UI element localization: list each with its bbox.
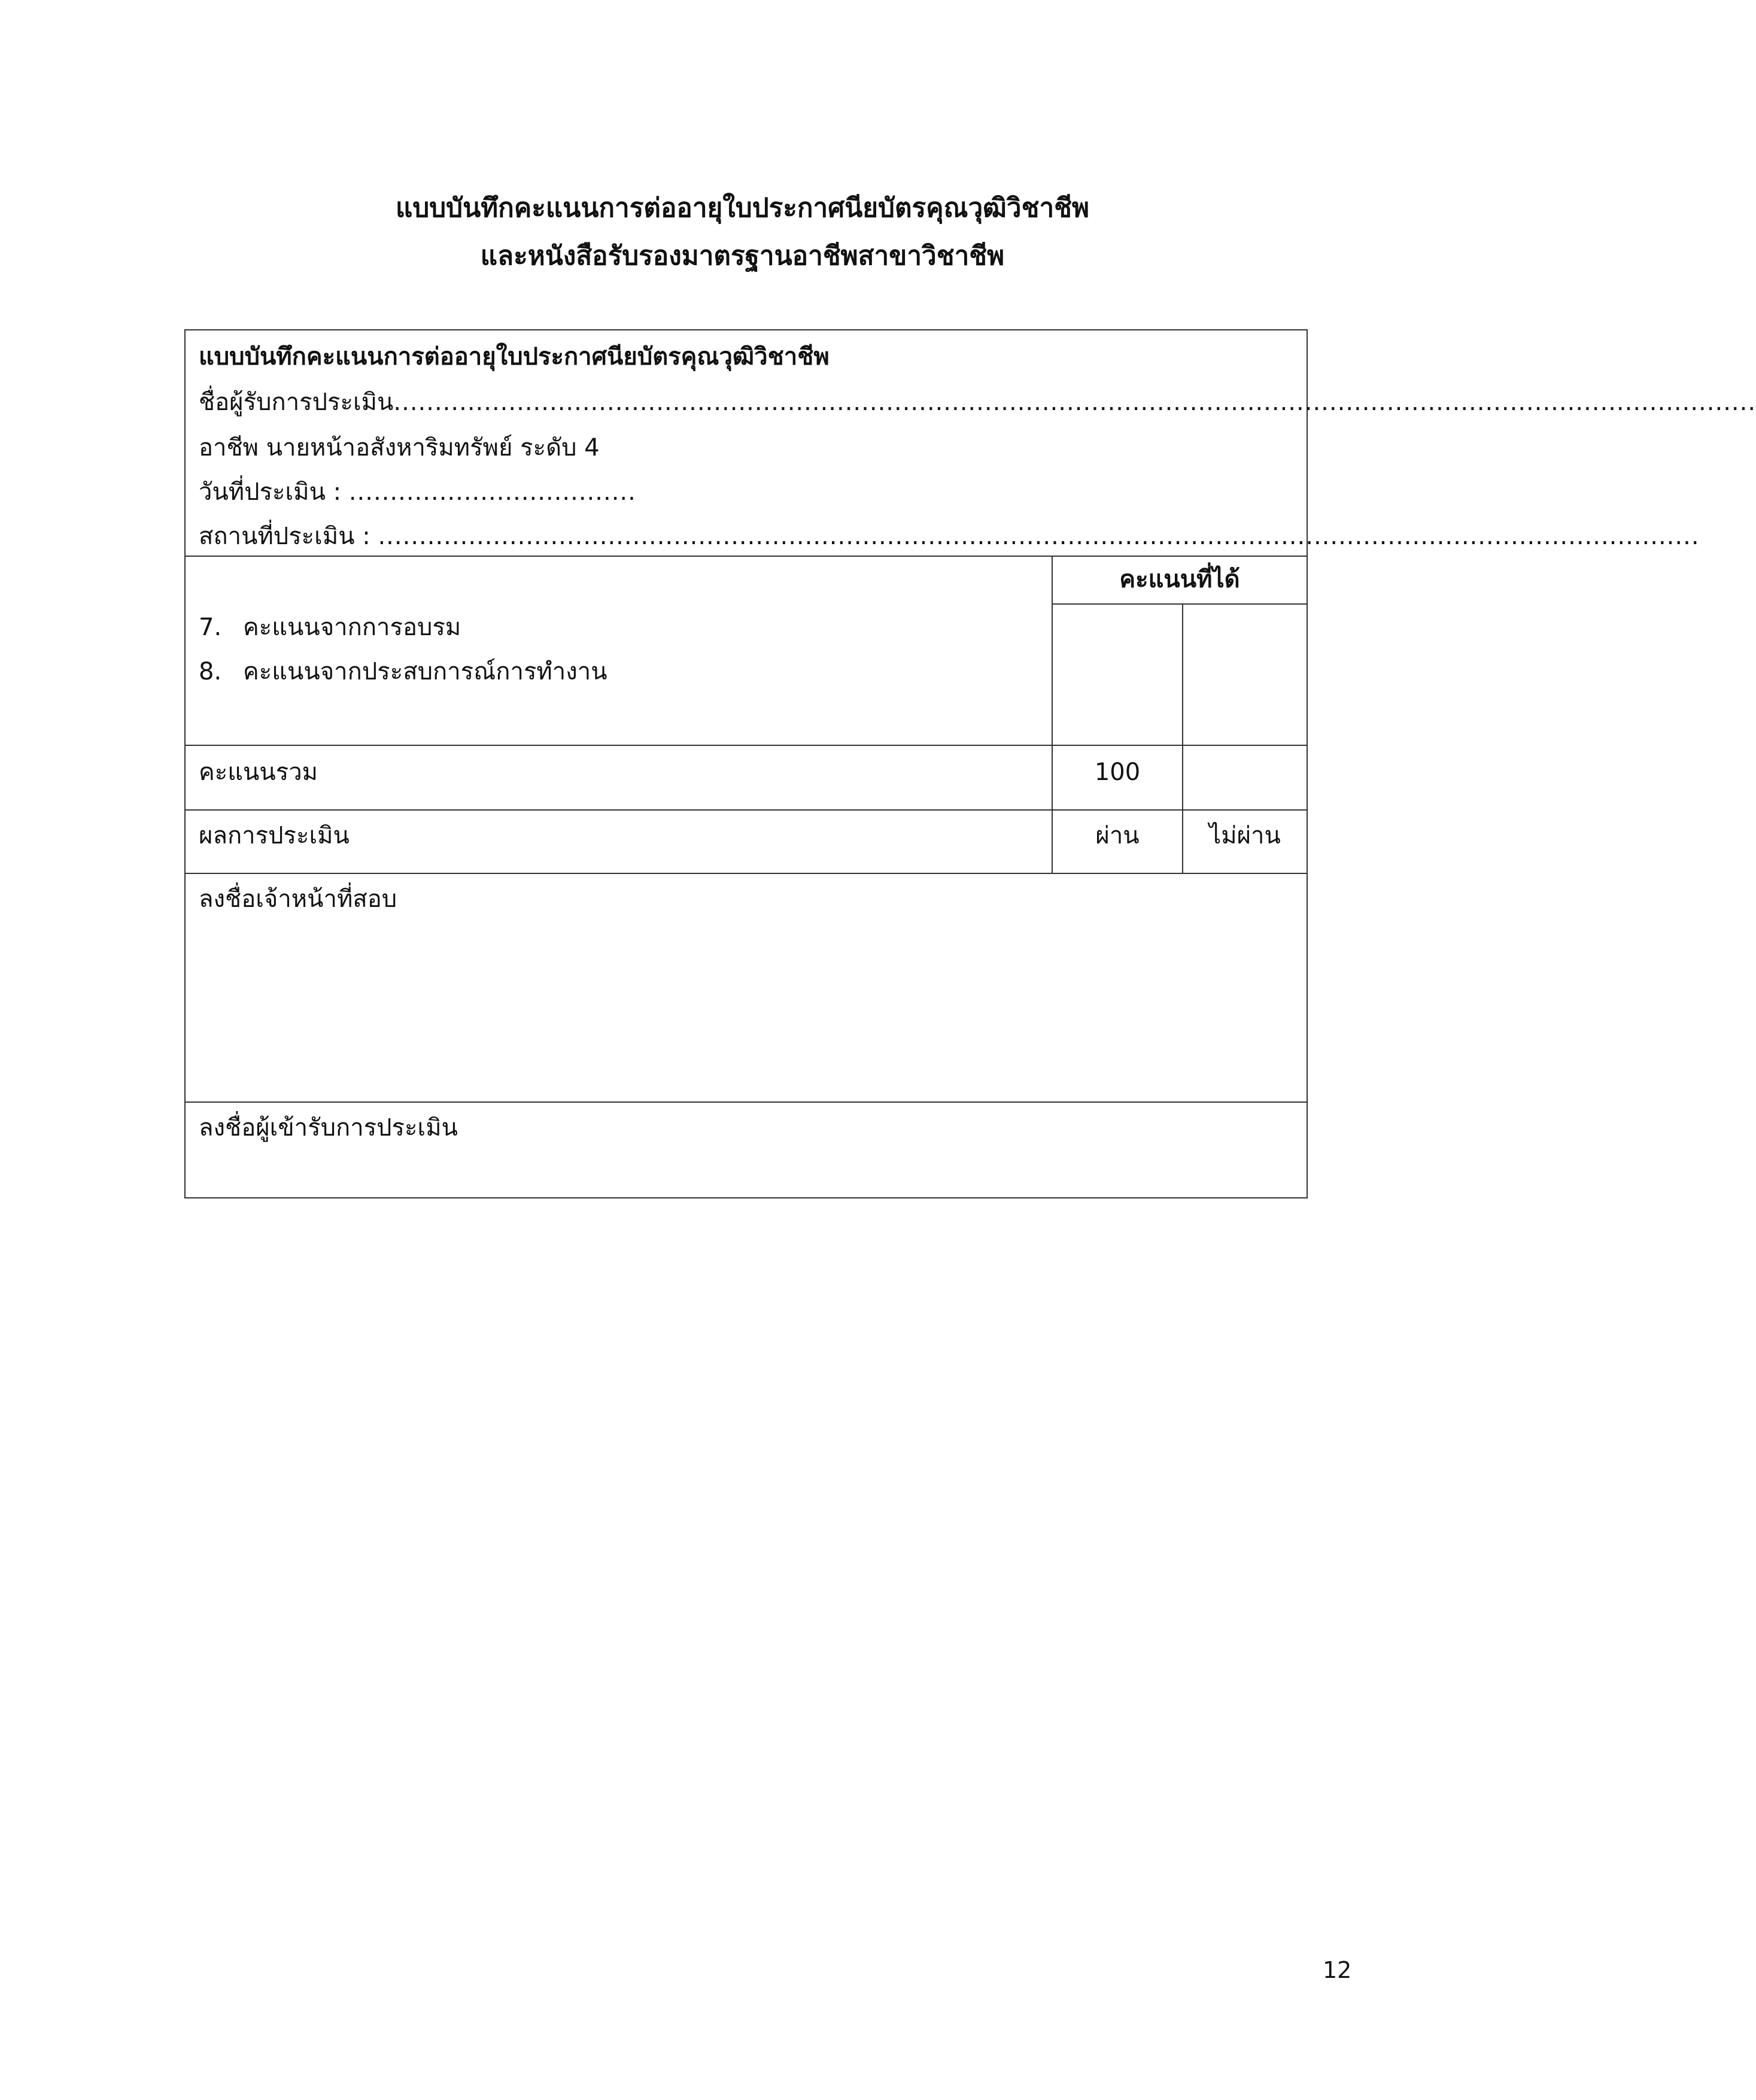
rule-officer-sign-bottom xyxy=(186,1101,1307,1103)
rule-total-bottom xyxy=(186,809,1307,811)
score-record-table xyxy=(184,329,1756,1198)
assessment-date-blank: ................................... xyxy=(348,478,636,506)
form-name: แบบบันทึกคะแนนการต่ออายุใบประกาศนียบัตรคุณวุฒิวิชาชีพ xyxy=(199,343,830,371)
candidate-signature-label: ลงชื่อผู้เข้ารับการประเมิน xyxy=(199,1114,458,1142)
score-item-8-label: คะแนนจากประสบการณ์การทำงาน xyxy=(243,658,607,685)
assessment-place-blank: ................................................................................................................................................................. xyxy=(378,523,1700,550)
candidate-name-row xyxy=(199,387,1756,418)
page-number: 12 xyxy=(1323,1957,1352,1983)
result-fail: ไม่ผ่าน xyxy=(1209,822,1281,849)
assessment-date-row xyxy=(199,477,636,508)
document-title-line-1: แบบบันทึกคะแนนการต่ออายุใบประกาศนียบัตรคุณวุฒิวิชาชีพ xyxy=(395,193,1090,223)
document-title-line-2: และหนังสือรับรองมาตรฐานอาชีพสาขาวิชาชีพ xyxy=(480,241,1005,271)
rule-header-bottom xyxy=(186,556,1307,557)
result-pass: ผ่าน xyxy=(1095,822,1140,849)
score-column-header: คะแนนที่ได้ xyxy=(1119,566,1240,593)
candidate-name-label: ชื่อผู้รับการประเมิน xyxy=(199,389,394,416)
rule-items-bottom xyxy=(186,745,1307,746)
score-item-7-number: 7. xyxy=(199,614,222,641)
assessment-place-label: สถานที่ประเมิน : xyxy=(199,523,378,550)
officer-signature-label: ลงชื่อเจ้าหน้าที่สอบ xyxy=(199,885,397,913)
total-score-value: 100 xyxy=(1094,758,1141,786)
rule-result-bottom xyxy=(186,873,1307,874)
score-item-8-number: 8. xyxy=(199,658,222,685)
rule-score-header-bottom xyxy=(1052,603,1307,605)
assessment-place-row xyxy=(199,521,1700,552)
candidate-name-blank: ...................................................................................................................................................................... xyxy=(393,389,1756,416)
assessment-date-label: วันที่ประเมิน : xyxy=(199,478,349,506)
total-score-label: คะแนนรวม xyxy=(199,758,318,786)
occupation-line: อาชีพ นายหน้าอสังหาริมทรัพย์ ระดับ 4 xyxy=(199,434,600,462)
assessment-result-label: ผลการประเมิน xyxy=(199,822,350,849)
score-item-7-label: คะแนนจากการอบรม xyxy=(243,614,461,641)
